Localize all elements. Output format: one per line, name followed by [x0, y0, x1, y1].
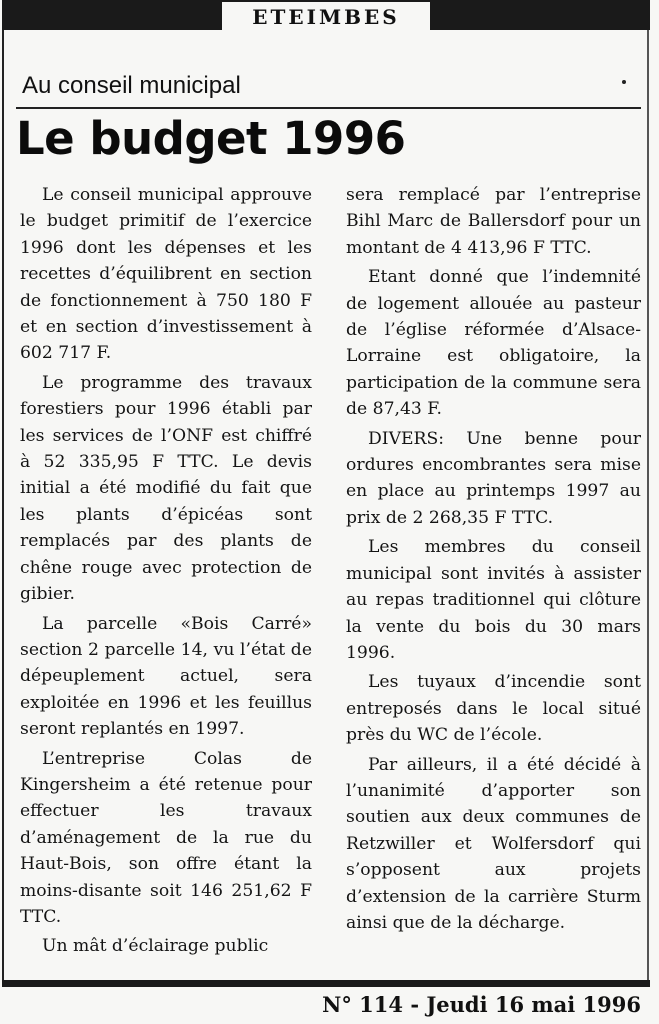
- paragraph: L’entreprise Colas de Kingersheim a été retenue pour effectuer les travaux d’aménagement de la rue du Haut-Bois, son offre étant la moins-disante soit 146 251,62 F TTC.: [20, 748, 312, 927]
- frame-bottom-rule: [2, 980, 650, 987]
- paragraph-continued: sera remplacé par l’entreprise Bihl Marc de Ballersdorf pour un montant de 4 413,96 F TTC.: [346, 185, 641, 258]
- paragraph: Les membres du conseil municipal sont invités à assister au repas traditionnel qui clôture la vente du bois du 30 mars 1996.: [346, 537, 641, 663]
- kicker-rule: [16, 107, 641, 109]
- paragraph: Etant donné que l’indemnité de logement allouée au pasteur de l’église réformée d’Alsace-Lorraine est obligatoire, la participation de la commune sera de 87,43 F.: [346, 267, 641, 420]
- ink-dot: [622, 80, 626, 84]
- paragraph: Par ailleurs, il a été décidé à l’unanimité d’apporter son soutien aux deux communes de Retzwiller et Wolfersdorf qui s’opposent aux projets d’extension de la carrière Sturm ainsi que de la décharge.: [346, 754, 641, 933]
- article-column-right: [346, 182, 641, 939]
- frame-left-rule: [2, 30, 4, 980]
- paragraph: Un mât d’éclairage public: [42, 936, 269, 957]
- article-headline: Le budget 1996: [16, 112, 406, 165]
- issue-footer: N° 114 - Jeudi 16 mai 1996: [322, 992, 641, 1017]
- article-column-left: [20, 182, 312, 963]
- article-kicker: Au conseil municipal: [22, 72, 241, 99]
- paragraph: Les tuyaux d’incendie sont entreposés dans le local situé près du WC de l’école.: [346, 672, 641, 746]
- paragraph: Le programme des travaux forestiers pour 1996 établi par les services de l’ONF est chiffré à 52 335,95 F TTC. Le devis initial a été modifié du fait que les plants d’épicéas sont remplacés par des plants de chêne rouge avec protection de gibier.: [20, 372, 312, 605]
- paragraph: La parcelle «Bois Carré» section 2 parcelle 14, vu l’état de dépeuplement actuel, sera exploitée en 1996 et les feuillus seront replantés en 1997.: [20, 613, 312, 740]
- frame-right-rule: [647, 30, 649, 980]
- paragraph: DIVERS: Une benne pour ordures encombrantes sera mise en place au printemps 1997 au prix de 2 268,35 F TTC.: [346, 428, 641, 528]
- paragraph: Le conseil municipal approuve le budget primitif de l’exercice 1996 dont les dépenses et les recettes d’équilibrent en section de fonctionnement à 750 180 F et en section d’investissement à 602 717 F.: [20, 185, 312, 364]
- section-title: ETEIMBES: [222, 2, 430, 30]
